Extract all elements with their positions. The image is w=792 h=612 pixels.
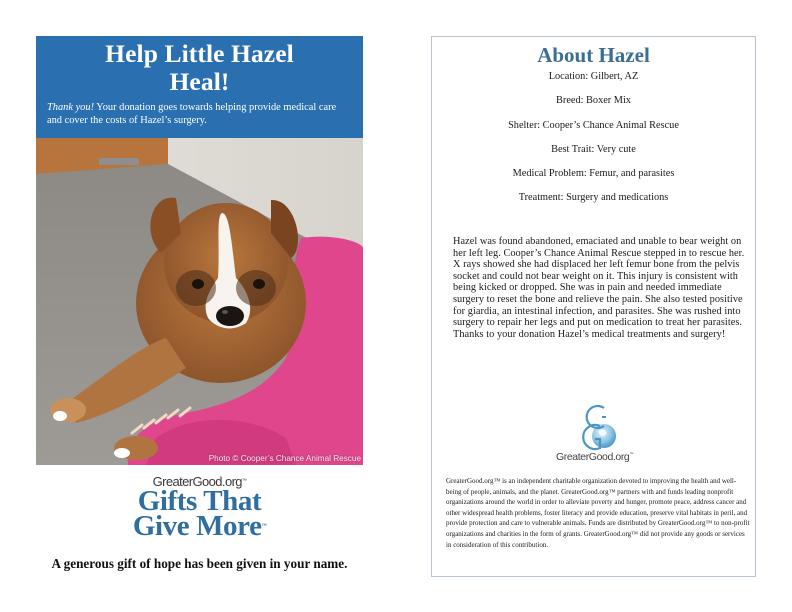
gifts-line-1: Gifts That	[137, 485, 262, 517]
title-line-2: Heal!	[169, 67, 230, 96]
greatergood-logo-text: GreaterGood.org™	[556, 451, 633, 463]
fact-treatment: Treatment: Surgery and medications	[518, 192, 669, 204]
fact-location: Location: Gilbert, AZ	[548, 71, 639, 82]
greatergood-wordmark: GreaterGood.org™	[152, 474, 247, 489]
organization-disclaimer: GreaterGood.org™ is an independent charitable organization devoted to improving the health and well-being of people, animals, and the planet. GreaterGood.org™ partners with and funds leading nonprofit organizations around the world in order to alleviate poverty and hunger, promote peace, address cancer and other widespread health problems, foster literacy and provide education, preserve vital habitats in peril, and provide protection and care to vulnerable animals. Funds are distributed by GreaterGood.org™ to non-profit organizations and charities in the form of grants. GreaterGood.org™ did not provide any goods or services in consideration of this contribution.	[446, 477, 750, 549]
about-title: About Hazel	[537, 43, 650, 67]
greatergood-logo	[542, 399, 647, 469]
hazel-story: Hazel was found abandoned, emaciated and unable to bear weight on her left leg. Cooper’s Chance Animal Rescue stepped in to rescue her. X rays showed she had displaced her left femur bone from the pelvis socket and could not bear weight on it. This injury is consistent with being kicked or dropped. She was in pain and needed immediate surgery to reset the bone and relieve the pain. She also tested positive for giardia, an intestinal infection, and parasites. She was rushed into surgery to repair her legs and put on medication to treat her parasites. Thanks to your donation Hazel’s medical treatments and surgery!	[453, 236, 745, 340]
thank-you-emphasis: Thank you!	[47, 102, 95, 113]
page-title	[36, 36, 363, 96]
card-front-panel	[36, 36, 363, 576]
fact-medical-problem: Medical Problem: Femur, and parasites	[512, 168, 675, 180]
gifts-line-2: Give More™	[132, 510, 267, 542]
about-hazel-panel	[431, 36, 756, 577]
fact-best-trait: Best Trait: Very cute	[551, 143, 636, 155]
facts-list	[432, 70, 755, 204]
thank-you-body: Your donation goes towards helping provide medical care and cover the costs of Hazel’s surgery.	[47, 102, 337, 126]
thank-you-message	[36, 96, 363, 127]
gifts-that-give-more-logo	[36, 474, 363, 542]
greatergood-gg-globe-icon	[542, 399, 647, 451]
fact-shelter: Shelter: Cooper’s Chance Animal Rescue	[508, 119, 679, 131]
puppy-photo	[36, 138, 363, 465]
puppy-illustration	[36, 138, 363, 465]
fact-breed: Breed: Boxer Mix	[556, 95, 631, 107]
header-band	[36, 36, 363, 138]
title-line-1: Help Little Hazel	[105, 39, 294, 68]
gift-tagline: A generous gift of hope has been given in your name.	[51, 556, 348, 571]
photo-credit: Photo © Cooper’s Chance Animal Rescue	[208, 454, 361, 463]
